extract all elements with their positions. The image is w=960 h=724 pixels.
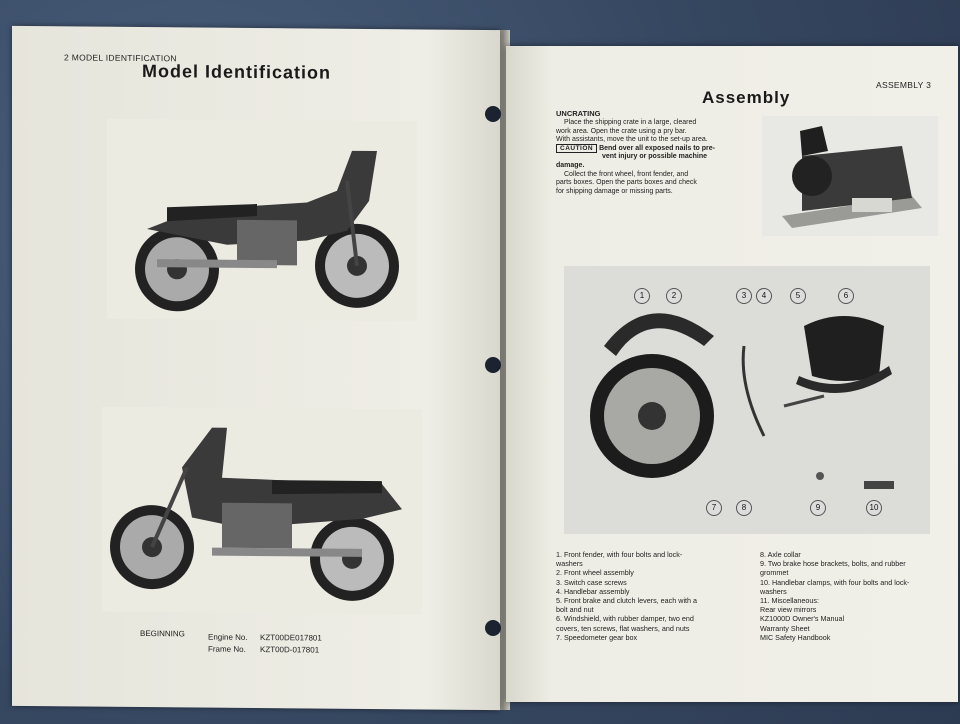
list-item: MIC Safety Handbook — [760, 632, 831, 642]
list-item: 11. Miscellaneous: — [760, 596, 819, 606]
list-item: KZ1000D Owner's Manual — [760, 614, 845, 624]
list-item: 5. Front brake and clutch levers, each with a — [556, 596, 698, 606]
binding-hole — [485, 620, 501, 636]
callout-10: 10 — [866, 500, 882, 516]
list-item: Warranty Sheet — [760, 623, 810, 633]
callout-4: 4 — [756, 288, 772, 304]
list-item: 2. Front wheel assembly — [556, 568, 634, 578]
list-item: Rear view mirrors — [760, 605, 817, 615]
right-page-header: ASSEMBLY 3 — [876, 80, 932, 90]
parts-layout-photo — [564, 266, 930, 534]
list-item: washers — [556, 559, 583, 569]
list-item: 8. Axle collar — [760, 550, 801, 559]
engine-number: KZT00DE017801 — [260, 633, 322, 643]
list-item: grommet — [760, 568, 789, 578]
callout-3: 3 — [736, 288, 752, 304]
list-item: 3. Switch case screws — [556, 577, 627, 587]
motorcycle-photo-left-side — [102, 407, 422, 615]
list-item: washers — [760, 586, 787, 596]
parts-list-left — [556, 550, 697, 642]
right-page-title: Assembly — [702, 88, 791, 107]
callout-8: 8 — [736, 500, 752, 516]
uncrating-text: Place the shipping crate in a large, cleared work area. Open the crate using a pry bar. With assistants, move the unit to the set-up area. CAUTION Bend over all exposed nails to pre- vent injury or possible machine damage. Collect the front wheel, front fender, and parts boxes. Open the parts boxes and check for shipping damage or missing parts. — [556, 119, 715, 195]
motorcycle-photo-right-side — [107, 119, 417, 322]
uncrating-heading: UNCRATING — [556, 109, 601, 118]
engine-number-label: Engine No. — [208, 632, 248, 642]
parts-illustration — [564, 266, 930, 534]
list-item: 1. Front fender, with four bolts and lock- — [556, 550, 683, 559]
callout-9: 9 — [810, 500, 826, 516]
callout-5: 5 — [790, 288, 806, 304]
list-item: 10. Handlebar clamps, with four bolts and lock- — [760, 577, 910, 587]
list-item: 9. Two brake hose brackets, bolts, and rubber — [760, 559, 906, 569]
caution-label: CAUTION — [556, 144, 597, 153]
right-page — [506, 46, 958, 702]
callout-7: 7 — [706, 500, 722, 516]
frame-number: KZT00D-017801 — [260, 645, 320, 655]
list-item: 7. Speedometer gear box — [556, 632, 638, 642]
list-item: 6. Windshield, with rubber damper, two end — [556, 614, 694, 624]
callout-6: 6 — [838, 288, 854, 304]
parts-list-right — [760, 550, 909, 642]
binding-hole — [485, 106, 501, 122]
callout-2: 2 — [666, 288, 682, 304]
list-item: covers, ten screws, flat washers, and nuts — [556, 623, 690, 633]
left-page — [12, 26, 500, 710]
beginning-label: BEGINNING — [140, 628, 185, 639]
frame-number-label: Frame No. — [208, 644, 246, 654]
list-item: bolt and nut — [556, 605, 594, 615]
callout-1: 1 — [634, 288, 650, 304]
list-item: 4. Handlebar assembly — [556, 586, 630, 596]
binding-hole — [485, 357, 501, 373]
left-page-header: 2 MODEL IDENTIFICATION — [64, 52, 177, 64]
crated-motorcycle-photo — [762, 116, 938, 236]
left-page-title: Model Identification — [142, 61, 331, 83]
